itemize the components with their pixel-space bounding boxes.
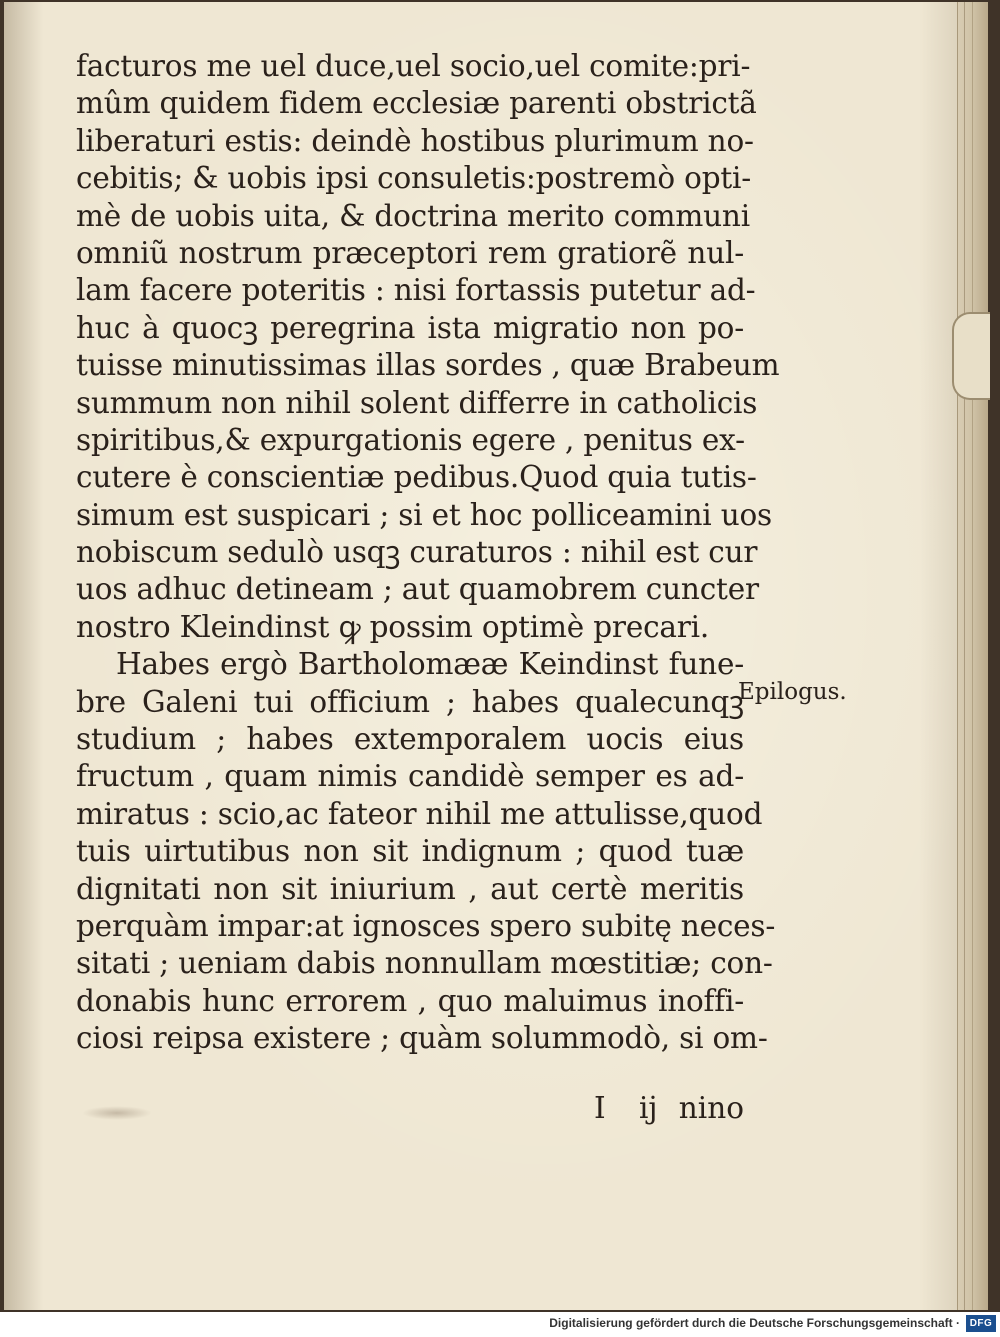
page-edge xyxy=(957,2,988,1310)
text-line: tuis uirtutibus non sit indignum ; quod tuæ xyxy=(76,834,744,869)
text-line: perquàm impar:at ignosces spero subitę neces- xyxy=(76,908,776,943)
margin-note: Epilogus. xyxy=(738,679,847,705)
text-line: summum non nihil solent differre in catholicis xyxy=(76,385,758,420)
text-line: mè de uobis uita, & doctrina merito communi xyxy=(76,198,750,233)
text-line: tuisse minutissimas illas sordes , quæ Brabeum xyxy=(76,348,780,383)
text-line: simum est suspicari ; si et hoc polliceamini uos xyxy=(76,497,772,532)
signature-line xyxy=(76,1088,744,1128)
text-line: huc à quocꝫ peregrina ista migratio non po- xyxy=(76,310,744,345)
text-line: cutere è conscientiæ pedibus.Quod quia tutis- xyxy=(76,460,757,495)
text-line: liberaturi estis: deindè hostibus plurimum no- xyxy=(76,123,754,158)
text-line: mûm quidem fidem ecclesiæ parenti obstrictã xyxy=(76,86,757,121)
body-text xyxy=(76,48,780,1058)
catchword: nino xyxy=(678,1091,744,1125)
text-line: fructum , quam nimis candidè semper es ad- xyxy=(76,759,744,794)
text-line: facturos me uel duce,uel socio,uel comite:pri- xyxy=(76,49,751,83)
text-line: sitati ; ueniam dabis nonnullam mœstitiæ; con- xyxy=(76,946,773,981)
text-line: donabis hunc errorem , quo maluimus inoffi- xyxy=(76,983,744,1018)
text-line: ciosi reipsa existere ; quàm solummodò, si om- xyxy=(76,1021,768,1056)
text-line: Habes ergò Bartholomææ Keindinst fune- xyxy=(116,647,744,682)
text-line: bre Galeni tui officium ; habes qualecunqꝫ xyxy=(76,684,744,719)
text-line: nobiscum sedulò usqꝫ curaturos : nihil est cur xyxy=(76,535,758,570)
text-line: nostro Kleindinst ꝙ possim optimè precari. xyxy=(76,609,710,644)
page-tab-marker xyxy=(952,312,990,400)
book-page xyxy=(4,2,988,1310)
text-line: studium ; habes extemporalem uocis eius xyxy=(76,722,744,757)
text-line: lam facere poteritis : nisi fortassis putetur ad- xyxy=(76,273,756,308)
text-line: cebitis; & uobis ipsi consuletis:postremò opti- xyxy=(76,161,752,196)
text-line: spiritibus,& expurgationis egere , penitus ex- xyxy=(76,422,745,457)
text-line: uos adhuc detineam ; aut quamobrem cuncter xyxy=(76,572,759,607)
text-line: miratus : scio,ac fateor nihil me attulisse,quod xyxy=(76,796,763,831)
signature-mark: I xyxy=(594,1091,606,1125)
signature-folio: ij xyxy=(639,1091,658,1125)
text-line: dignitati non sit iniurium , aut certè meritis xyxy=(76,871,744,906)
dfg-logo: DFG xyxy=(966,1315,996,1332)
text-line: omniũ nostrum præceptori rem gratiorẽ nul- xyxy=(76,235,744,270)
funding-credit: Digitalisierung gefördert durch die Deutsche Forschungsgemeinschaft · xyxy=(549,1316,960,1330)
footer-bar xyxy=(0,1312,1000,1337)
